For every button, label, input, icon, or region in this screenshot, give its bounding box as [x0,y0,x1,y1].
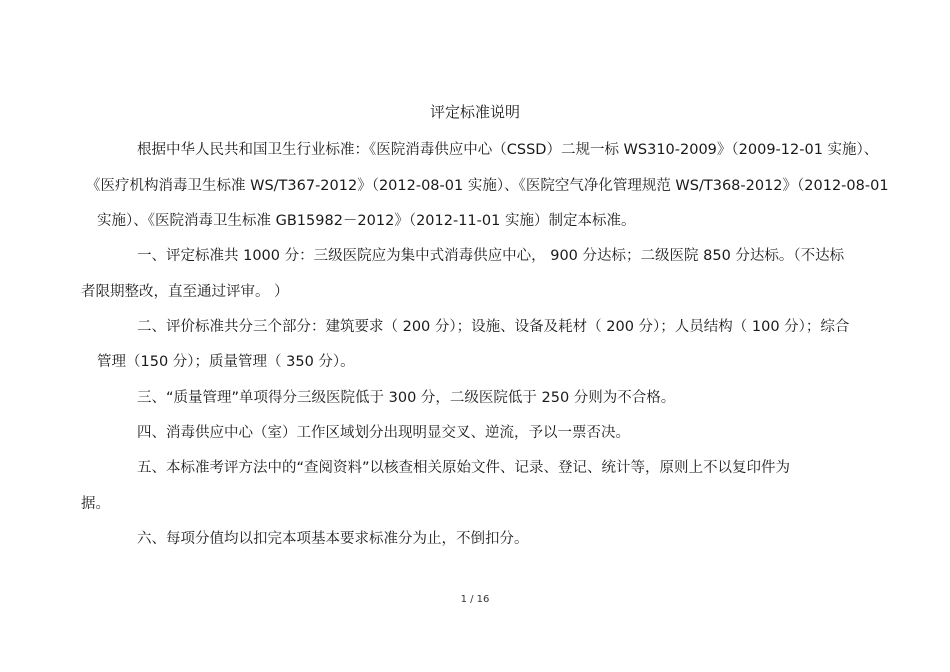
text-line: 五、本标准考评方法中的“查阅资料”以核查相关原始文件、记录、登记、统计等，原则上不以复印件为 [137,460,791,476]
page-title: 评定标准说明 [429,103,520,121]
text-line: 六、每项分值均以扣完本项基本要求标准分为止，不倒扣分。 [137,531,529,547]
text-line: 三、“质量管理”单项得分三级医院低于 300 分，二级医院低于 250 分则为不合格。 [137,390,676,406]
text-line: 据。 [81,496,110,512]
text-line: 《医疗机构消毒卫生标准 WS/T367-2012》（2012-08-01 实施）、《医院空气净化管理规范 WS/T368-2012》（2012-08-01 [86,178,889,194]
text-line: 实施）、《医院消毒卫生标准 GB15982－2012》（2012-11-01 实施）制定本标准。 [97,213,636,229]
text-line: 者限期整改，直至通过评审。 ） [81,284,289,300]
text-line: 管理（150 分）；质量管理（ 350 分）。 [97,354,355,370]
text-line: 根据中华人民共和国卫生行业标准：《医院消毒供应中心（CSSD）二规一标 WS310-2009》（2009-12-01 实施）、 [137,142,879,158]
text-line: 四、消毒供应中心（室）工作区域划分出现明显交叉、逆流，予以一票否决。 [137,425,630,441]
page-indicator: 1 / 16 [460,594,490,605]
text-line: 一、评定标准共 1000 分：三级医院应为集中式消毒供应中心， 900 分达标；二级医院 850 分达标。（不达标 [137,248,845,264]
text-line: 二、评价标准共分三个部分：建筑要求（ 200 分）；设施、设备及耗材（ 200 分）；人员结构（ 100 分）；综合 [137,319,850,335]
